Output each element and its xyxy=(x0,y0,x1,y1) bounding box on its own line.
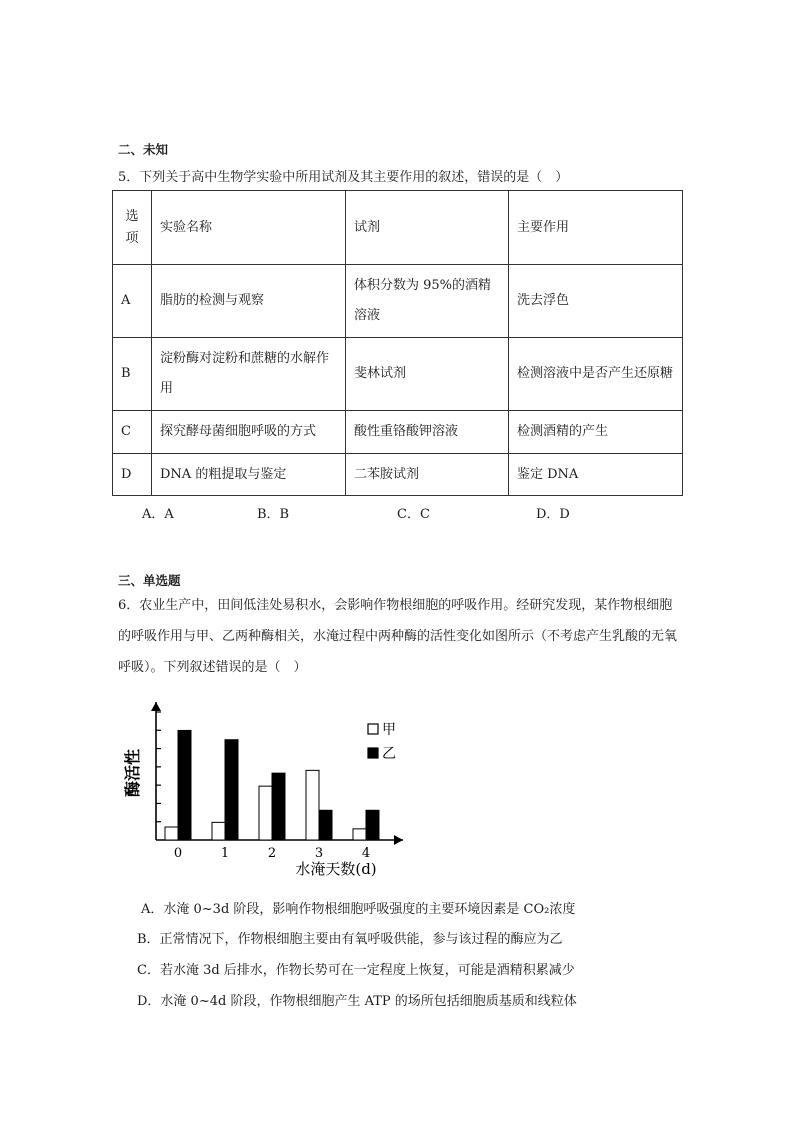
chart-legend xyxy=(368,722,396,762)
table-header-row xyxy=(113,191,683,265)
x-tick-label: 4 xyxy=(361,846,371,861)
option-c: C．C xyxy=(397,507,430,522)
table-cell: C xyxy=(113,411,152,454)
enzyme-activity-chart xyxy=(118,690,418,880)
table-row xyxy=(113,338,683,411)
x-tick-labels xyxy=(174,846,370,861)
option-d: D．D xyxy=(536,507,570,522)
table-cell: 检测酒精的产生 xyxy=(509,411,683,454)
header-cell-experiment: 实验名称 xyxy=(152,191,346,265)
section-title: 二、未知 xyxy=(118,142,169,157)
table-cell: 斐林试剂 xyxy=(346,338,509,411)
bar-jia-2 xyxy=(259,786,272,840)
x-axis-label: 水淹天数(d) xyxy=(295,860,377,878)
table-row xyxy=(113,454,683,496)
table-cell: A xyxy=(113,265,152,338)
x-tick-label: 0 xyxy=(173,846,183,861)
table-cell: 鉴定 DNA xyxy=(509,454,683,496)
bar-yi-2 xyxy=(272,773,285,840)
table-cell: 脂肪的检测与观察 xyxy=(152,265,346,338)
table-cell: 洗去浮色 xyxy=(509,265,683,338)
bar-jia-3 xyxy=(306,770,319,840)
header-cell-reagent: 试剂 xyxy=(346,191,509,265)
x-tick-label: 2 xyxy=(267,846,277,861)
option-a: A．水淹 0~3d 阶段，影响作物根细胞呼吸强度的主要环境因素是 CO₂浓度 xyxy=(141,902,576,917)
table-cell: 探究酵母菌细胞呼吸的方式 xyxy=(152,411,346,454)
bar-jia-1 xyxy=(212,822,225,840)
table-row xyxy=(113,265,683,338)
table-row xyxy=(113,411,683,454)
table-cell: 酸性重铬酸钾溶液 xyxy=(346,411,509,454)
bar-yi-1 xyxy=(225,740,238,840)
section-title: 三、单选题 xyxy=(118,573,181,588)
legend-label-jia: 甲 xyxy=(382,722,396,738)
bar-jia-4 xyxy=(353,829,366,840)
x-tick-label: 3 xyxy=(314,846,324,861)
table-cell: DNA 的粗提取与鉴定 xyxy=(152,454,346,496)
x-axis-arrow xyxy=(394,835,403,845)
option-b: B．B xyxy=(257,507,290,522)
table-cell: 体积分数为 95%的酒精溶液 xyxy=(346,265,509,338)
option-d: D．水淹 0~4d 阶段，作物根细胞产生 ATP 的场所包括细胞质基质和线粒体 xyxy=(137,994,577,1009)
header-cell-option: 选项 xyxy=(113,191,152,265)
table-cell: 淀粉酶对淀粉和蔗糖的水解作用 xyxy=(152,338,346,411)
legend-label-yi: 乙 xyxy=(382,746,396,762)
option-a: A．A xyxy=(142,507,174,522)
legend-swatch-jia xyxy=(368,724,378,734)
legend-swatch-yi xyxy=(368,748,378,758)
header-cell-function: 主要作用 xyxy=(509,191,683,265)
table-cell: 检测溶液中是否产生还原糖 xyxy=(509,338,683,411)
bar-yi-3 xyxy=(319,810,332,840)
y-axis-arrow xyxy=(151,702,161,711)
bar-yi-0 xyxy=(178,730,191,840)
y-axis-label: 酶活性 xyxy=(123,748,142,798)
x-tick-label: 1 xyxy=(220,846,230,861)
bar-yi-4 xyxy=(366,810,379,840)
option-b: B．正常情况下，作物根细胞主要由有氧呼吸供能，参与该过程的酶应为乙 xyxy=(137,932,563,947)
question-5-stem: 5．下列关于高中生物学实验中所用试剂及其主要作用的叙述，错误的是（ ） xyxy=(118,170,569,185)
table-cell: 二苯胺试剂 xyxy=(346,454,509,496)
option-c: C．若水淹 3d 后排水，作物长势可在一定程度上恢复，可能是酒精积累减少 xyxy=(137,963,575,978)
table-cell: D xyxy=(113,454,152,496)
bar-jia-0 xyxy=(165,827,178,840)
reagent-table xyxy=(112,190,683,496)
table-cell: B xyxy=(113,338,152,411)
question-6-stem: 6．农业生产中，田间低洼处易积水，会影响作物根细胞的呼吸作用。经研究发现，某作物根细胞的呼吸作用与甲、乙两种酶相关，水淹过程中两种酶的活性变化如图所示（不考虑产生乳酸的无氧呼吸）。下列叙述错误的是（ ） xyxy=(118,598,678,675)
chart-bars xyxy=(165,730,379,840)
